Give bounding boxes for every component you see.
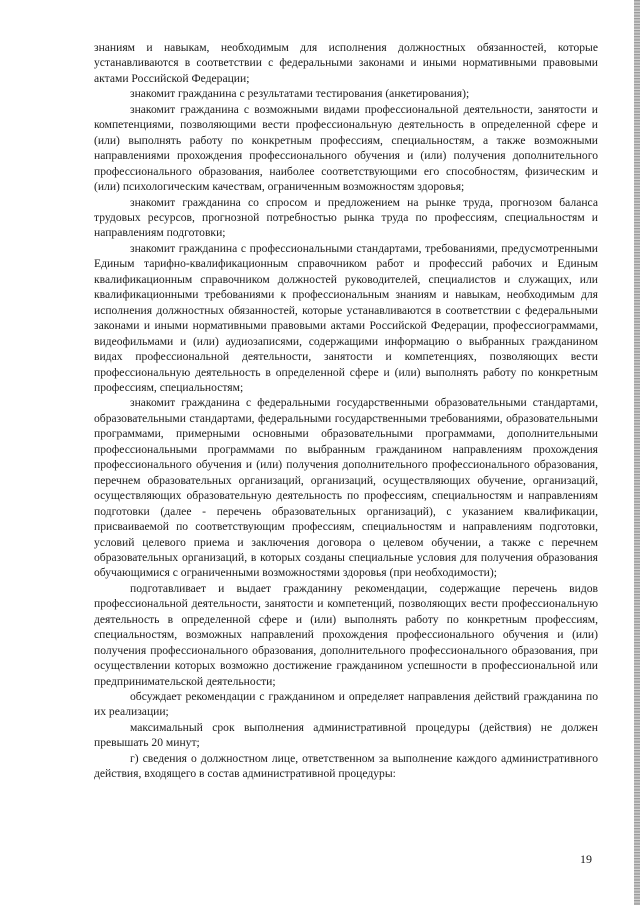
paragraph: подготавливает и выдает гражданину рекомендации, содержащие перечень видов профессиональной деятельности, занятости и компетенций, позволяющих вести профессиональную деятельность в определенной сфере и (или) выполнять работу по конкретным профессиям, специальностям, возможных направлений прохождения профессионального обучения и (или) получения профессионального образования, дополнительного профессионального образования, при осуществлении которых возможно достижение гражданином успешности в профессиональной или предпринимательской деятельности; (94, 581, 598, 688)
scan-edge (634, 0, 640, 905)
paragraph: знакомит гражданина с профессиональными стандартами, требованиями, предусмотренными Единым тарифно-квалификационным справочником работ и профессий рабочих и Единым квалификационным справочником должностей руководителей, специалистов и служащих, или квалификационными требованиями к профессиональным знаниям и навыкам, необходимым для исполнения должностных обязанностей, которые устанавливаются в соответствии с федеральными законами и иными нормативными правовыми актами Российской Федерации, профессиограммами, видеофильмами и (или) аудиозаписями, содержащими информацию о выбранных гражданином видах профессиональной деятельности, занятости и компетенциях, позволяющих вести профессиональную деятельность в определенной сфере и (или) выполнять работу по конкретным профессиям, специальностям; (94, 241, 598, 394)
paragraph: знакомит гражданина со спросом и предложением на рынке труда, прогнозом баланса трудовых ресурсов, прогнозной потребностью рынка труда по профессиям, специальностям и направлениям подготовки; (94, 195, 598, 240)
paragraph: обсуждает рекомендации с гражданином и определяет направления действий гражданина по их реализации; (94, 690, 598, 719)
paragraph: максимальный срок выполнения административной процедуры (действия) не должен превышать 20 минут; (94, 720, 598, 750)
page-number: 19 (580, 852, 592, 866)
document-body (94, 40, 598, 782)
paragraph: знакомит гражданина с возможными видами профессиональной деятельности, занятости и компетенциями, позволяющими вести профессиональную деятельность в определенной сфере и (или) выполнять работу по конкретным профессиям, специальностям, а также возможными направлениями прохождения профессионального обучения и (или) получения дополнительного профессионального образования, наиболее соответствующими его способностям, физическим и (или) психологическим качествам, ограниченным возможностям здоровья; (94, 102, 598, 194)
paragraph: знакомит гражданина с результатами тестирования (анкетирования); (130, 87, 470, 101)
paragraph: знаниям и навыкам, необходимым для исполнения должностных обязанностей, которые устанавливаются в соответствии с федеральными законами и иными нормативными правовыми актами Российской Федерации; (94, 41, 598, 85)
paragraph: г) сведения о должностном лице, ответственном за выполнение каждого административного действия, входящего в состав административной процедуры: (94, 751, 598, 781)
paragraph: знакомит гражданина с федеральными государственными образовательными стандартами, образовательными стандартами, федеральными государственными требованиями, образовательными программами, примерными основными образовательными программами, дополнительными профессиональными программами по выбранным гражданином направлениям прохождения профессионального обучения и (или) получения дополнительного профессионального образования, перечнем образовательных организаций, организаций, осуществляющих обучение, организаций, осуществляющих образовательную деятельность по профессиям, специальностям и направлениям подготовки (далее - перечень образовательных организаций), с указанием квалификации, присваиваемой по соответствующим профессиям, специальностям и направлениям подготовки, условий целевого приема и заключения договора о целевом обучении, а также с перечнем образовательных организаций, в которых созданы специальные условия для получения образования обучающимися с ограниченными возможностями здоровья (при необходимости); (94, 396, 598, 580)
